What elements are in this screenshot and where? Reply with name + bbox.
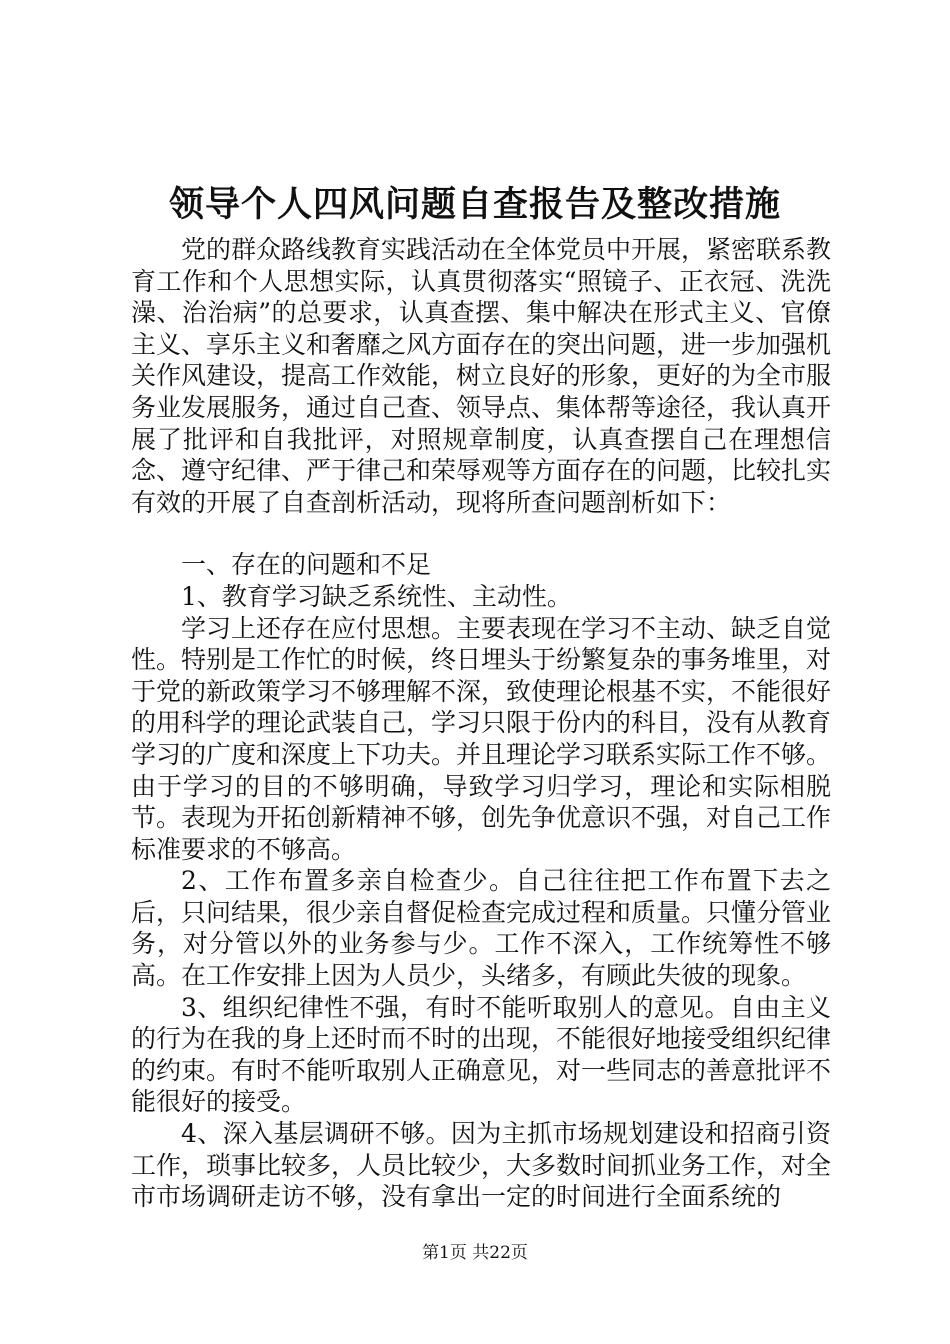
- page-footer: 第1页 共22页: [422, 1243, 528, 1263]
- section-heading: 一、存在的问题和不足: [181, 550, 432, 580]
- subheading-1: 1、教育学习缺乏系统性、主动性。: [181, 581, 572, 611]
- document-body: [131, 234, 831, 1213]
- paragraph-1: 学习上还存在应付思想。主要表现在学习不主动、缺乏自觉性。特别是工作忙的时候，终日埋头于纷繁复杂的事务堆里，对于党的新政策学习不够理解不深，致使理论根基不实，不能很好的用科学的理论武装自己，学习只限于份内的科目，没有从教育学习的广度和深度上下功夫。并且理论学习联系实际工作不够。由于学习的目的不够明确，导致学习归学习，理论和实际相脱节。表现为开拓创新精神不够，创先争优意识不强，对自己工作标准要求的不够高。: [131, 613, 832, 864]
- paragraph-4: 4、深入基层调研不够。因为主抓市场规划建设和招商引资工作，琐事比较多，人员比较少，大多数时间抓业务工作，对全市市场调研走访不够，没有拿出一定的时间进行全面系统的: [131, 1119, 832, 1212]
- paragraph-3: 3、组织纪律性不强，有时不能听取别人的意见。自由主义的行为在我的身上还时而不时的出现，不能很好地接受组织纪律的约束。有时不能听取别人正确意见，对一些同志的善意批评不能很好的接受。: [131, 992, 832, 1117]
- document-title: 领导个人四风问题自查报告及整改措施: [168, 184, 781, 225]
- intro-paragraph: 党的群众路线教育实践活动在全体党员中开展，紧密联系教育工作和个人思想实际，认真贯彻落实“照镜子、正衣冠、洗洗澡、治治病”的总要求，认真查摆、集中解决在形式主义、官僚主义、享乐主义和奢靡之风方面存在的突出问题，进一步加强机关作风建设，提高工作效能，树立良好的形象，更好的为全市服务业发展服务，通过自己查、领导点、集体帮等途径，我认真开展了批评和自我批评，对照规章制度，认真查摆自己在理想信念、遵守纪律、严于律己和荣辱观等方面存在的问题，比较扎实有效的开展了自查剖析活动，现将所查问题剖析如下：: [131, 235, 832, 517]
- paragraph-2: 2、工作布置多亲自检查少。自己往往把工作布置下去之后，只问结果，很少亲自督促检查完成过程和质量。只懂分管业务，对分管以外的业务参与少。工作不深入，工作统筹性不够高。在工作安排上因为人员少，头绪多，有顾此失彼的现象。: [131, 866, 832, 991]
